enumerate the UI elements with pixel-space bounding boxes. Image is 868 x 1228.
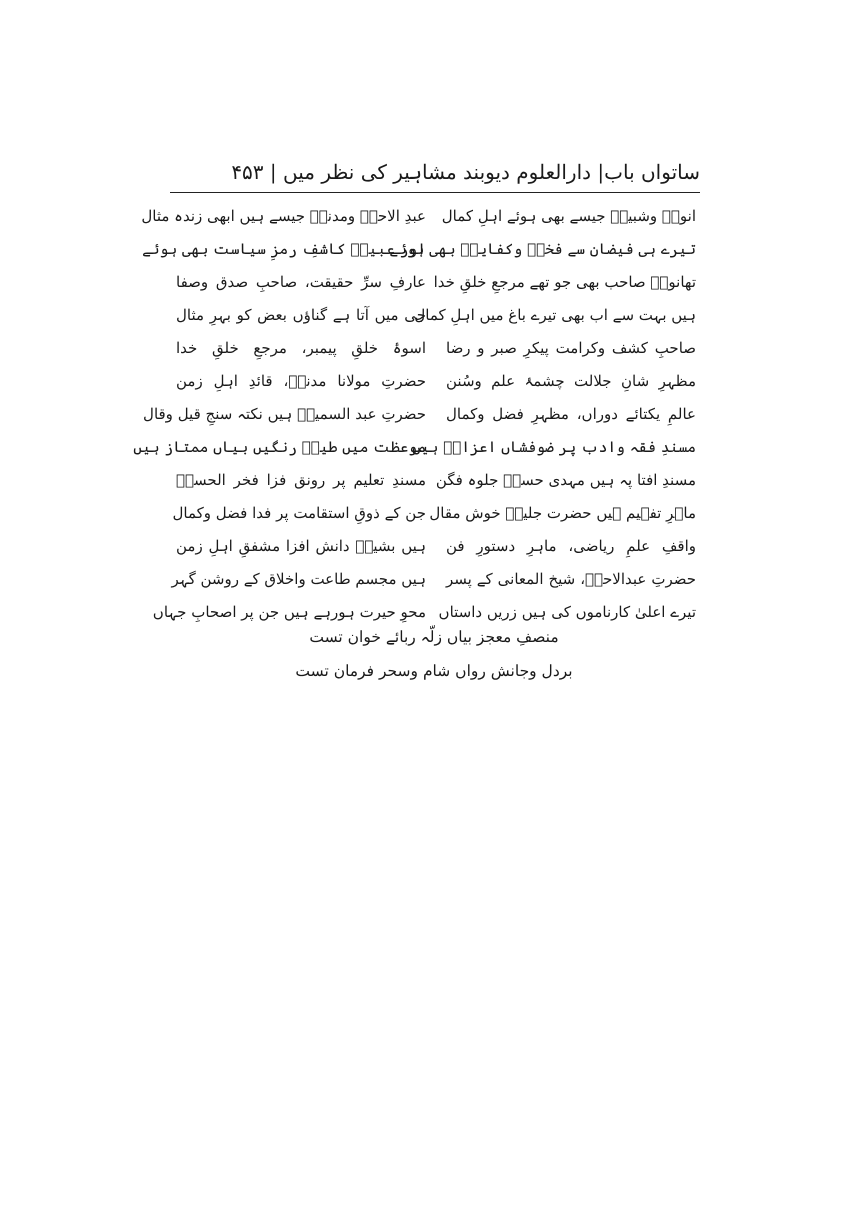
verse-line: ہیں بشیرؒ دانش افزا مشفقِ اہلِ زمن [176,537,426,555]
poem-right-column [389,200,696,629]
verse-line: مظہرِ شانِ جلالت چشمۂ علم وسُنن [446,372,696,390]
verse-line: عبدِ الاحدؒ ومدنیؒ جیسے ہیں ابھی زندہ مثال [141,207,426,225]
verse-line: صاحبِ کشف وکرامت پیکرِ صبر و رضا [446,339,696,357]
closing-verse-line: منصفِ معجز بیاں زلّہ ربائے خوان تست [309,628,559,646]
header-rule [170,192,700,193]
verse-line: مسندِ فقہ وادب پر ضوفشاں اعزازؒ ہیں [412,438,696,456]
verse-line: حضرتِ مولانا مدنیؒ، قائدِ اہلِ زمن [176,372,426,390]
closing-verse-line: بردل وجانش رواں شام وسحر فرمان تست [295,662,573,680]
verse-line: عالمِ یکتائے دوراں، مظہرِ فضل وکمال [446,405,696,423]
verse-line: محوِ حیرت ہورہے ہیں جن پر اصحابِ جہاں [152,603,426,621]
poem-left-column [133,200,426,629]
verse-line: انورؒ وشبیرؒ جیسے بھی ہوئے اہلِ کمال [441,207,696,225]
verse-line: حضرتِ عبدالاحدؒ، شیخ المعانی کے پسر [446,570,696,588]
verse-line: ماہرِ تفہیم ہیں حضرت جلیلؒ خوش مقال [429,504,696,522]
verse-line: تھانویؒ صاحب بھی جو تھے مرجعِ خلقِ خدا [433,273,696,291]
verse-line: جی میں آتا ہے گناؤں بعض کو بہرِ مثال [176,306,426,324]
verse-line: ہیں مجسم طاعت واخلاق کے روشن گہر [171,570,426,588]
verse-line: واقفِ علمِ ریاضی، ماہرِ دستورِ فن [446,537,696,555]
verse-line: مسندِ افتا پہ ہیں مہدی حسنؒ جلوہ فگن [435,471,696,489]
verse-line: اور عبیدؒ کاشفِ رمزِ سیاست بھی ہوئے [142,240,426,258]
verse-line: جن کے ذوقِ استقامت پر فدا فضل وکمال [172,504,426,522]
verse-line: تیرے ہی فیضان سے فخرؒ وکفایتؒ بھی ہوئے [389,240,696,258]
verse-line: تیرے اعلیٰ کارناموں کی ہیں زریں داستاں [438,603,696,621]
verse-line: ہیں بہت سے اب بھی تیرے باغ میں اہلِ کمال [414,306,696,324]
verse-line: عارفِ سرِّ حقیقت، صاحبِ صدق وصفا [176,273,426,291]
page-header: ساتواں باب| دارالعلوم دیوبند مشاہیر کی نظر میں | ۴۵۳ [231,160,700,184]
closing-couplet [250,620,618,688]
verse-line: موعظت میں طیبؒ رنگیں بیاں ممتاز ہیں [133,438,426,456]
verse-line: اسوۂ خلقِ پیمبر، مرجعِ خلقِ خدا [176,339,426,357]
verse-line: مسندِ تعلیم پر رونق فزا فخر الحسنؒ [176,471,426,489]
verse-line: حضرتِ عبد السمیعؒ ہیں نکتہ سنجِ قیل وقال [143,405,426,423]
